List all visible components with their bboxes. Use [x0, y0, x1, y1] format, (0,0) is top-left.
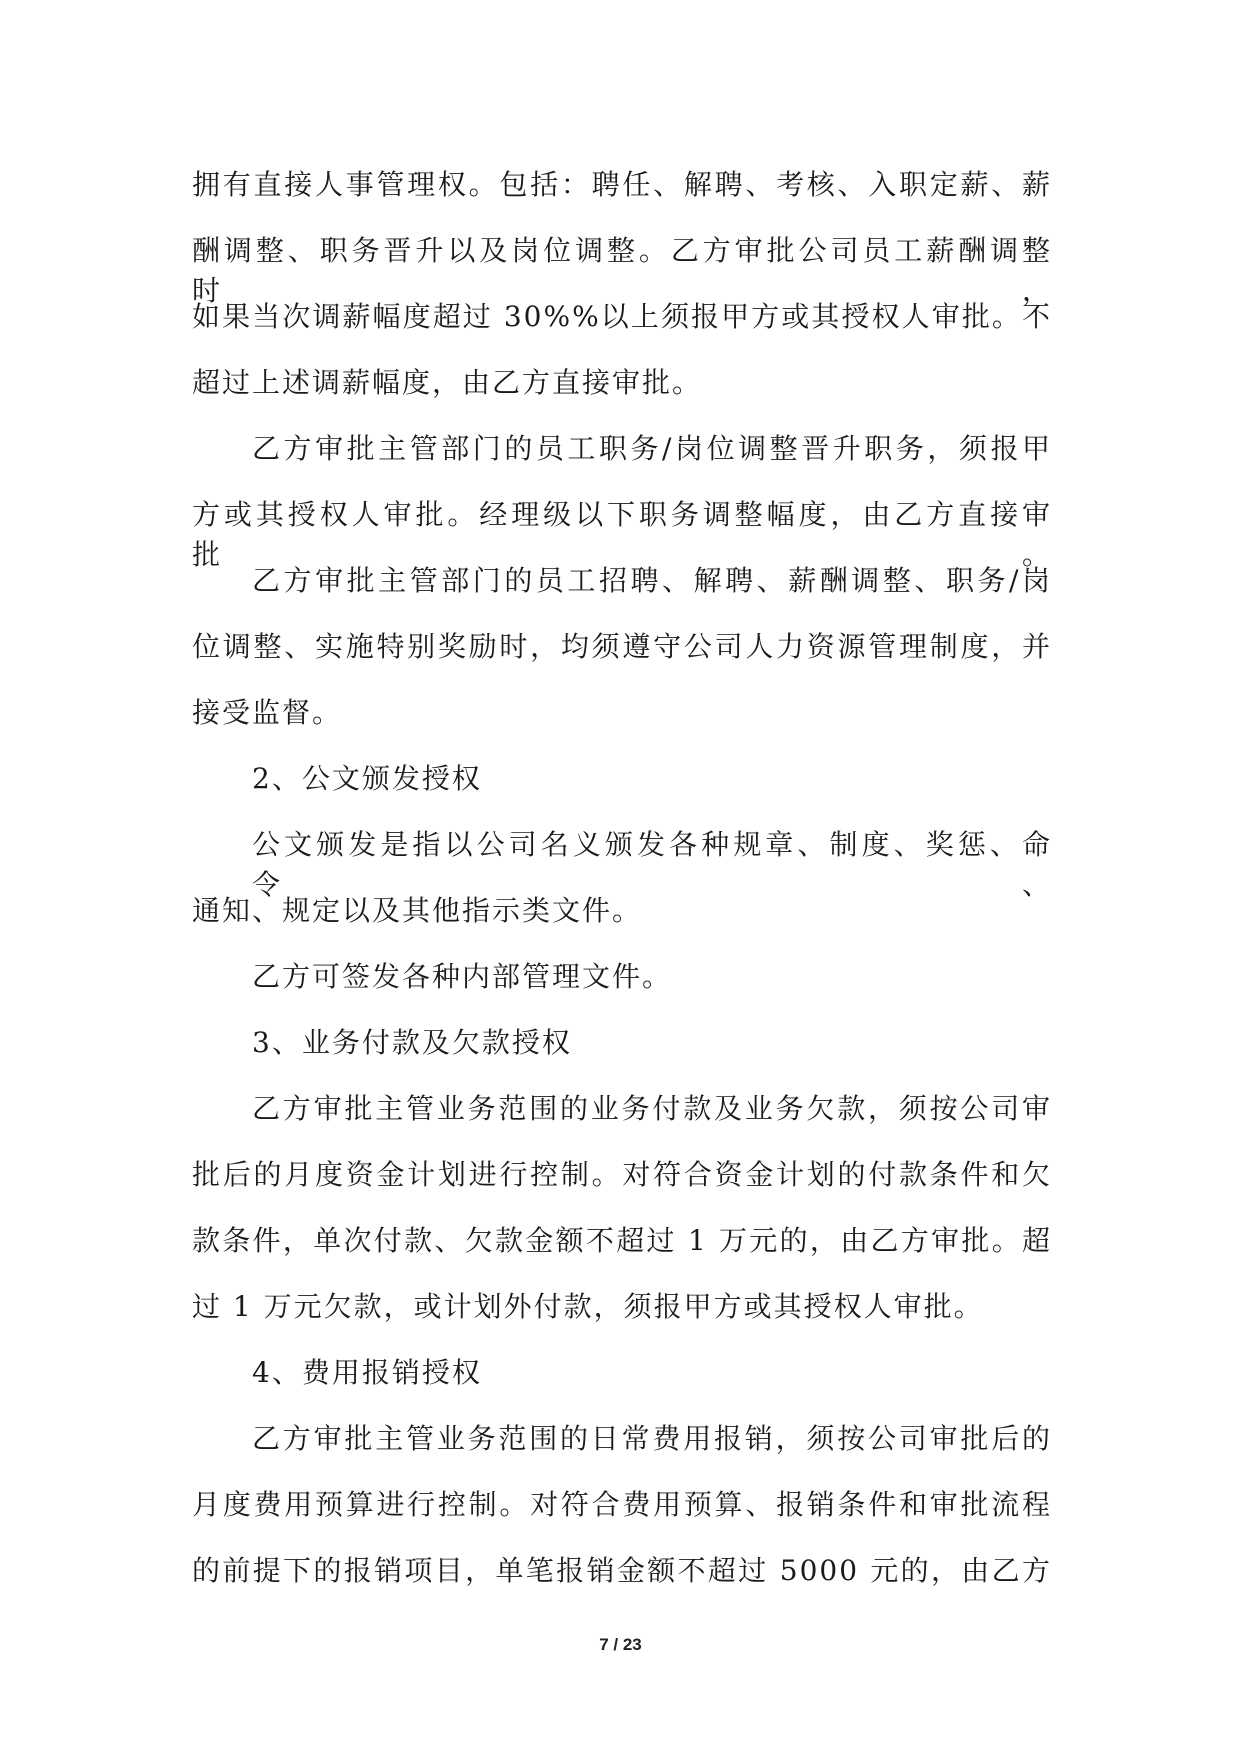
- text-line: 接受监督。: [192, 696, 343, 729]
- section-heading: 4、费用报销授权: [252, 1356, 482, 1389]
- text-line: 位调整、实施特别奖励时，均须遵守公司人力资源管理制度，并: [192, 630, 1052, 663]
- text-line: 如果当次调薪幅度超过 30%%以上须报甲方或其授权人审批。不: [192, 300, 1052, 333]
- text-line: 乙方审批主管业务范围的业务付款及业务欠款，须按公司审: [252, 1092, 1052, 1125]
- text-line: 款条件，单次付款、欠款金额不超过 1 万元的，由乙方审批。超: [192, 1224, 1052, 1257]
- text-line: 超过上述调薪幅度，由乙方直接审批。: [192, 366, 703, 399]
- text-line: 乙方审批主管部门的员工职务/岗位调整晋升职务，须报甲: [252, 432, 1052, 465]
- text-line: 方或其授权人审批。经理级以下职务调整幅度，由乙方直接审批。: [192, 498, 1052, 571]
- text-line: 乙方审批主管业务范围的日常费用报销，须按公司审批后的: [252, 1422, 1052, 1455]
- text-line: 乙方可签发各种内部管理文件。: [252, 960, 673, 993]
- text-line: 乙方审批主管部门的员工招聘、解聘、薪酬调整、职务/岗: [252, 564, 1052, 597]
- text-line: 月度费用预算进行控制。对符合费用预算、报销条件和审批流程: [192, 1488, 1052, 1521]
- text-line: 的前提下的报销项目，单笔报销金额不超过 5000 元的，由乙方: [192, 1554, 1052, 1587]
- text-line: 过 1 万元欠款，或计划外付款，须报甲方或其授权人审批。: [192, 1290, 984, 1323]
- page-number: 7 / 23: [599, 1635, 642, 1654]
- section-heading: 2、公文颁发授权: [252, 762, 482, 795]
- text-line: 公文颁发是指以公司名义颁发各种规章、制度、奖惩、命令、: [252, 828, 1052, 901]
- text-line: 通知、规定以及其他指示类文件。: [192, 894, 643, 927]
- text-line: 批后的月度资金计划进行控制。对符合资金计划的付款条件和欠: [192, 1158, 1052, 1191]
- text-line: 拥有直接人事管理权。包括：聘任、解聘、考核、入职定薪、薪: [192, 168, 1052, 201]
- text-line: 酬调整、职务晋升以及岗位调整。乙方审批公司员工薪酬调整时，: [192, 234, 1052, 307]
- section-heading: 3、业务付款及欠款授权: [252, 1026, 572, 1059]
